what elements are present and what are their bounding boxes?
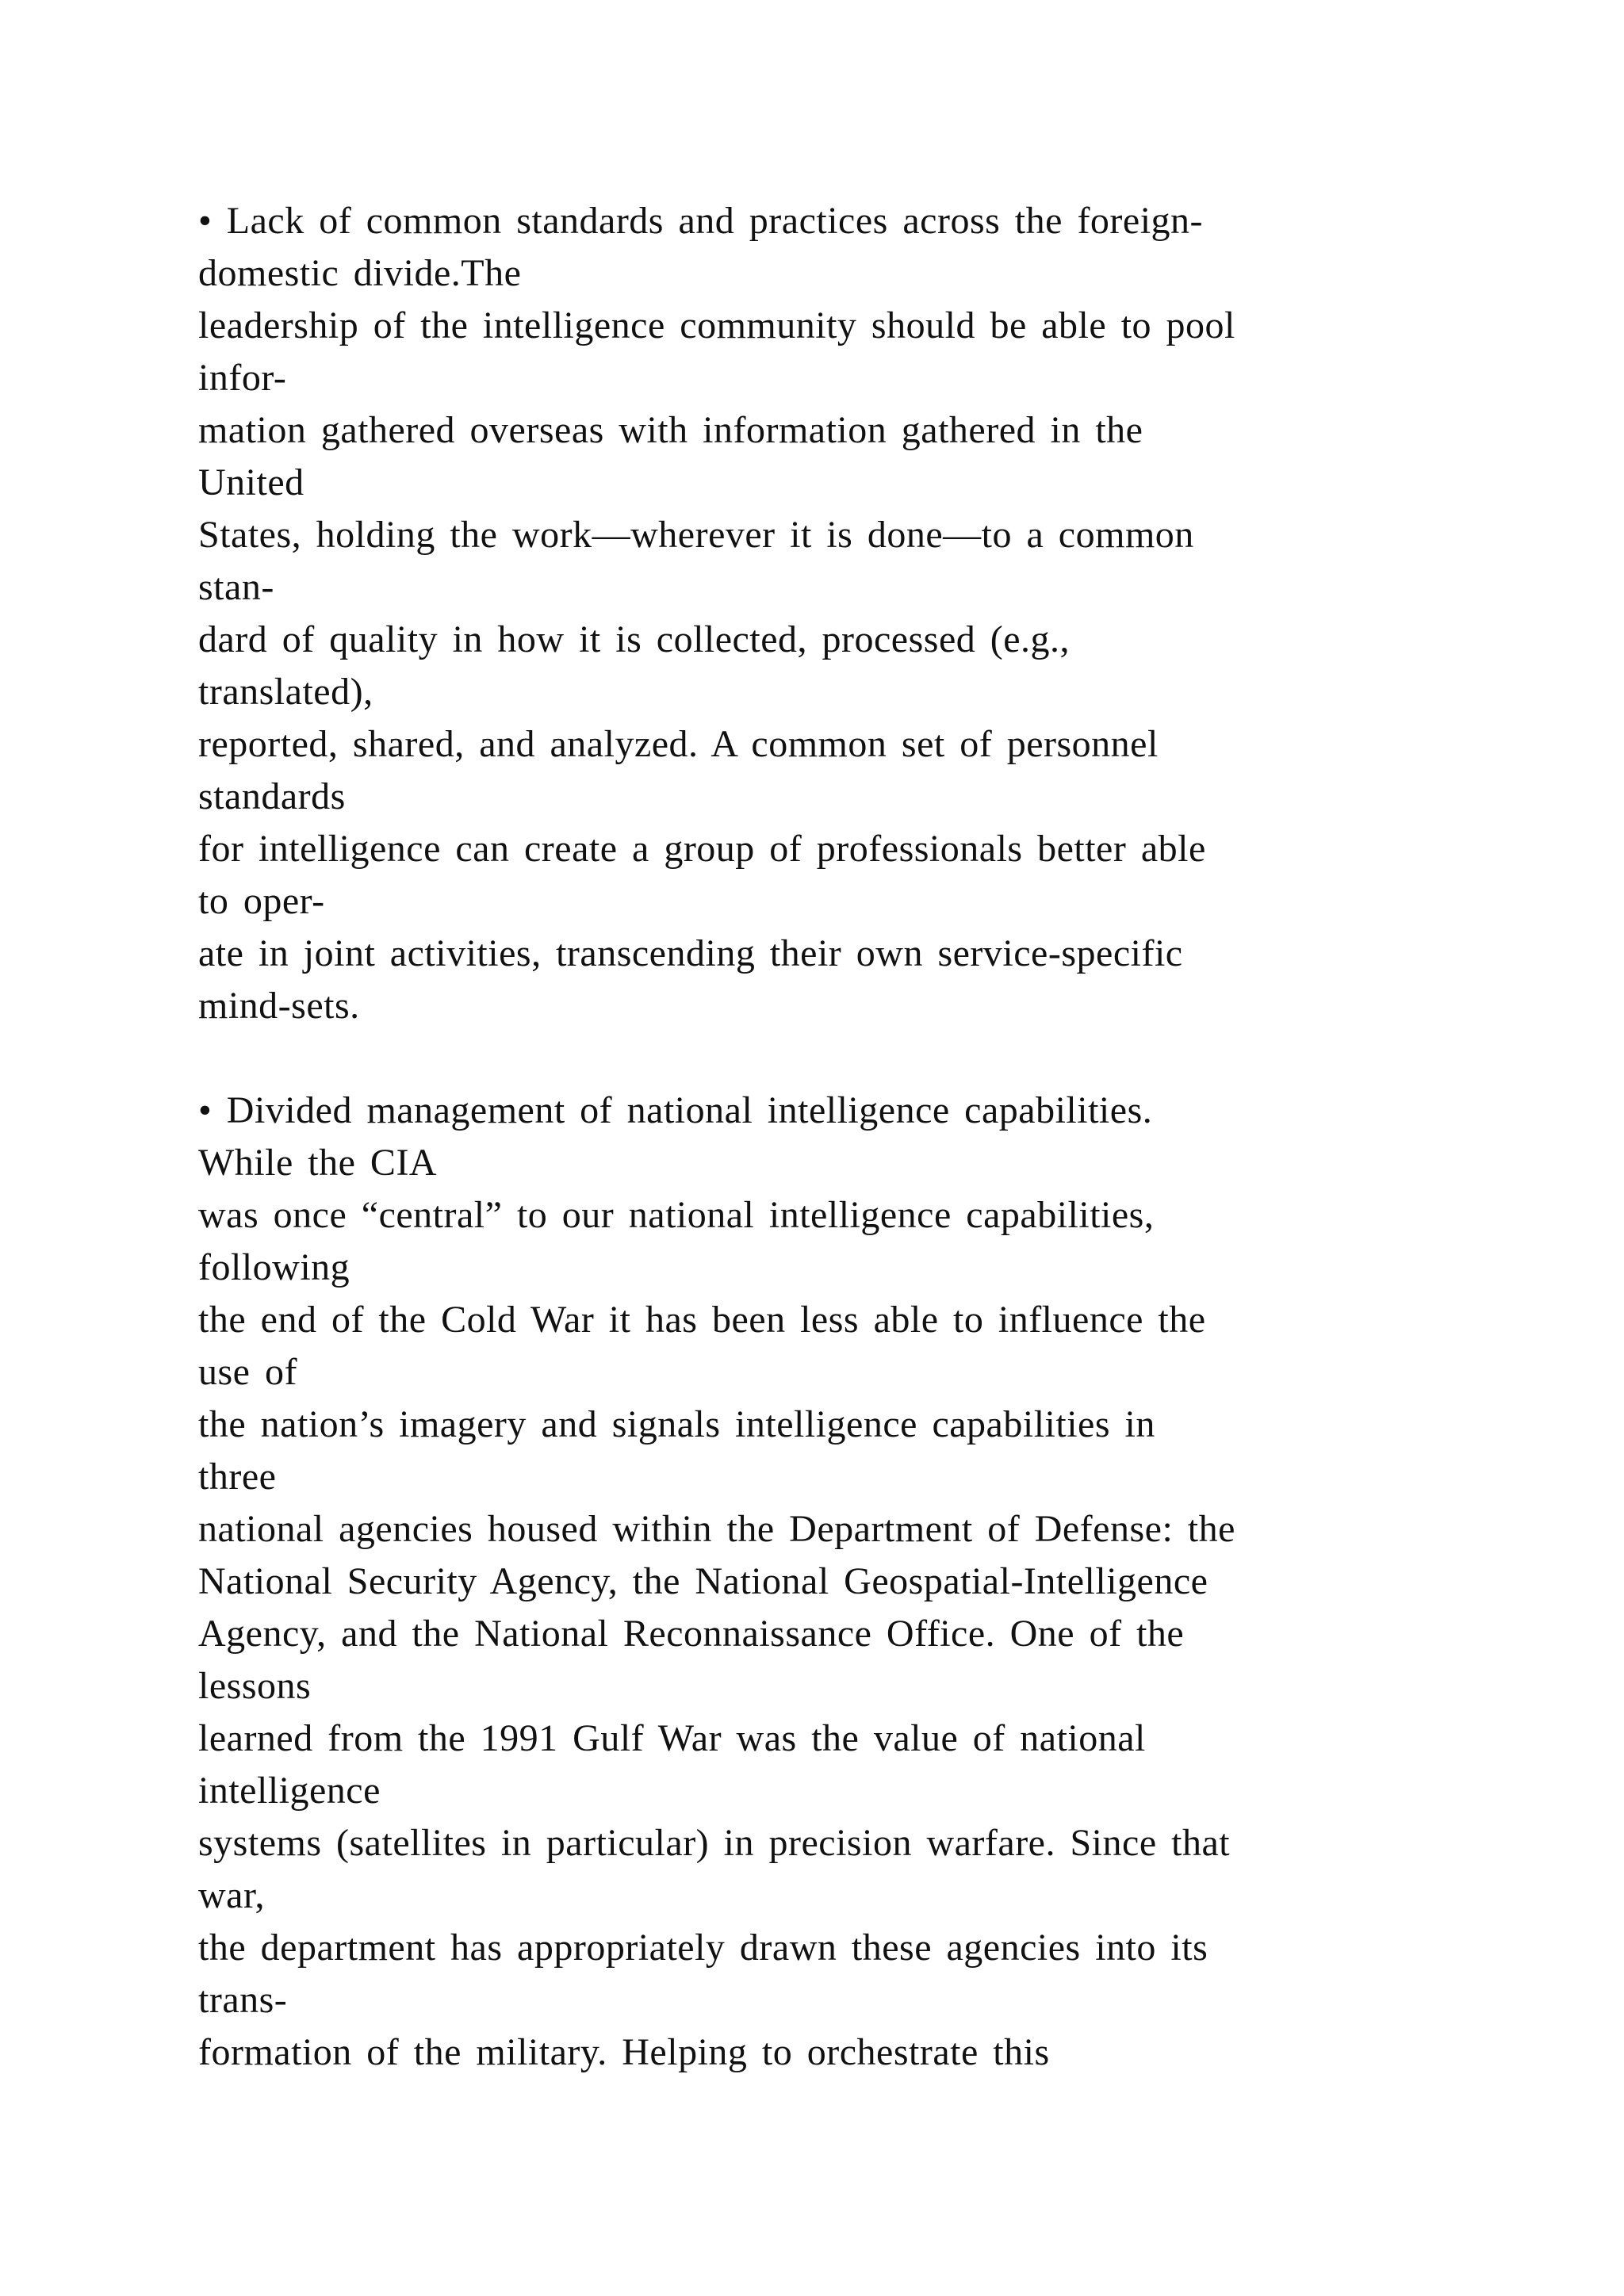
- document-body: [198, 195, 1483, 2079]
- text-line: translated),: [198, 671, 373, 713]
- text-line: • Lack of common standards and practices across the foreign-: [198, 200, 1204, 242]
- text-line: learned from the 1991 Gulf War was the value of national: [198, 1717, 1146, 1759]
- text-line: the department has appropriately drawn these agencies into its: [198, 1927, 1208, 1969]
- text-line: Agency, and the National Reconnaissance Office. One of the: [198, 1613, 1185, 1655]
- text-line: reported, shared, and analyzed. A common set of personnel: [198, 723, 1159, 765]
- text-line: three: [198, 1456, 277, 1498]
- text-line: trans-: [198, 1979, 288, 2021]
- text-line: the nation’s imagery and signals intelligence capabilities in: [198, 1403, 1155, 1445]
- text-line: the end of the Cold War it has been less able to influence the: [198, 1299, 1206, 1341]
- text-line: for intelligence can create a group of professionals better able: [198, 828, 1206, 870]
- text-line: national agencies housed within the Department of Defense: the: [198, 1508, 1235, 1550]
- text-line: mation gathered overseas with information gathered in the: [198, 409, 1143, 451]
- text-line: dard of quality in how it is collected, processed (e.g.,: [198, 618, 1071, 660]
- text-line: National Security Agency, the National Geospatial-Intelligence: [198, 1560, 1208, 1602]
- text-line: mind-sets.: [198, 985, 360, 1027]
- text-line: States, holding the work—wherever it is done—to a common: [198, 514, 1194, 556]
- text-line: domestic divide.The: [198, 252, 522, 294]
- paragraph-divided-management: [198, 1085, 1483, 2079]
- text-line: following: [198, 1246, 350, 1288]
- text-line: systems (satellites in particular) in precision warfare. Since that: [198, 1822, 1231, 1864]
- text-line: ate in joint activities, transcending their own service-specific: [198, 932, 1183, 974]
- text-line: leadership of the intelligence community should be able to pool: [198, 304, 1235, 346]
- text-line: United: [198, 461, 304, 503]
- text-line: war,: [198, 1874, 266, 1916]
- text-line: infor-: [198, 357, 287, 399]
- text-line: standards: [198, 775, 346, 817]
- paragraph-gap: [198, 1032, 1483, 1085]
- text-line: lessons: [198, 1665, 312, 1707]
- text-line: While the CIA: [198, 1142, 438, 1184]
- text-line: intelligence: [198, 1770, 381, 1812]
- text-line: • Divided management of national intelligence capabilities.: [198, 1089, 1153, 1131]
- text-line: stan-: [198, 566, 274, 608]
- text-line: to oper-: [198, 880, 325, 922]
- paragraph-standards: [198, 195, 1483, 1032]
- text-line: use of: [198, 1351, 297, 1393]
- text-line: was once “central” to our national intelligence capabilities,: [198, 1194, 1155, 1236]
- text-line: formation of the military. Helping to orchestrate this: [198, 2031, 1050, 2073]
